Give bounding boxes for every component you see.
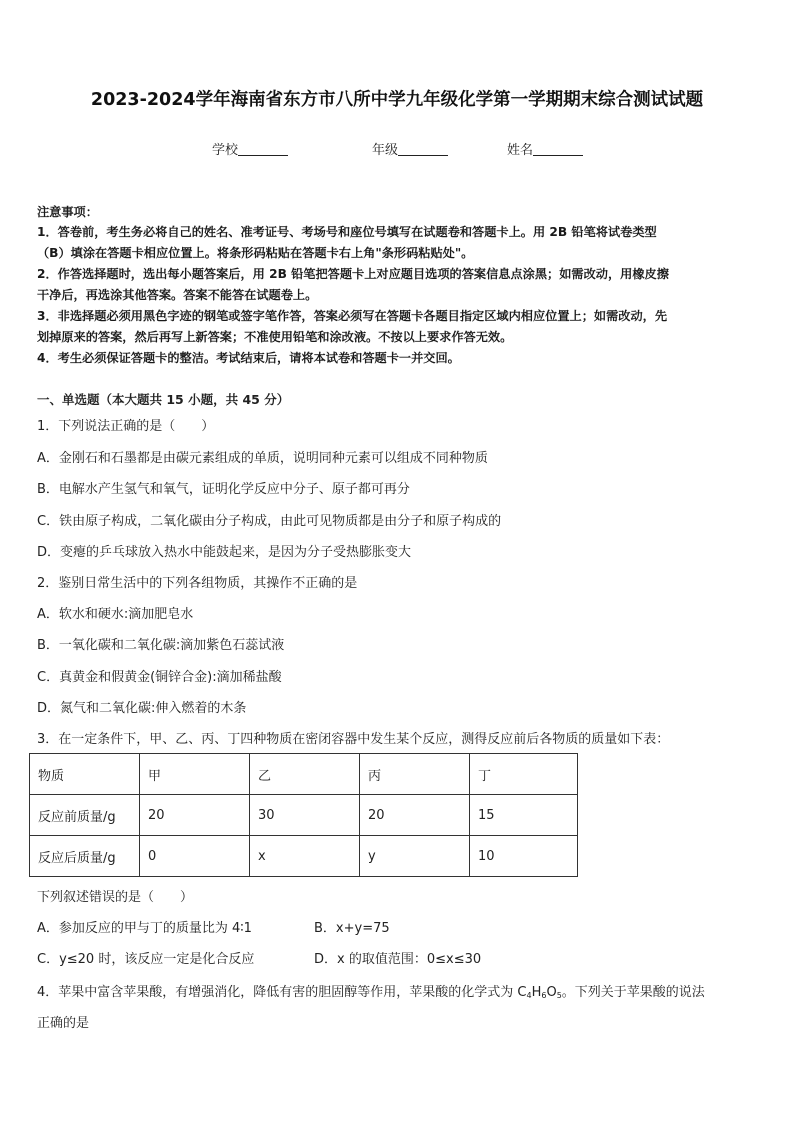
table-cell: 反应后质量/g — [30, 836, 140, 877]
table-cell: 15 — [470, 795, 578, 836]
question-3-option-a[interactable]: A．参加反应的甲与丁的质量比为 4∶1 — [37, 921, 252, 936]
formula-subscript: 5 — [556, 991, 562, 1000]
table-cell: 乙 — [250, 754, 360, 795]
question-2-option-d[interactable]: D．氮气和二氧化碳:伸入燃着的木条 — [37, 701, 247, 716]
notice-line: 3．非选择题必须用黑色字迹的钢笔或签字笔作答，答案必须写在答题卡各题目指定区域内相应位置上；如需改动，先 — [37, 309, 668, 323]
question-1-option-a[interactable]: A．金刚石和石墨都是由碳元素组成的单质，说明同种元素可以组成不同种物质 — [37, 451, 488, 466]
table-row — [30, 795, 578, 836]
question-1-option-d[interactable]: D．变瘪的乒乓球放入热水中能鼓起来，是因为分子受热膨胀变大 — [37, 545, 412, 560]
name-field[interactable] — [507, 139, 583, 158]
table-cell: 反应前质量/g — [30, 795, 140, 836]
school-field[interactable] — [212, 139, 288, 158]
table-cell: 丁 — [470, 754, 578, 795]
notice-line: 划掉原来的答案，然后再写上新答案；不准使用铅笔和涂改液。不按以上要求作答无效。 — [37, 330, 513, 344]
question-4-text: 4．苹果中富含苹果酸，有增强消化，降低有害的胆固醇等作用，苹果酸的化学式为 C — [37, 985, 527, 1000]
notice-line: 2．作答选择题时，选出每小题答案后，用 2B 铅笔把答题卡上对应题目选项的答案信息点涂黑；如需改动，用橡皮擦 — [37, 267, 669, 281]
formula-element: O — [546, 985, 557, 1000]
grade-blank[interactable] — [398, 142, 448, 156]
table-cell: 0 — [140, 836, 250, 877]
grade-label: 年级 — [372, 143, 399, 158]
question-1-stem: 1．下列说法正确的是（ ） — [37, 419, 215, 434]
question-2-option-a[interactable]: A．软水和硬水:滴加肥皂水 — [37, 607, 194, 622]
grade-field[interactable] — [372, 139, 448, 158]
question-3-option-c[interactable]: C．y≤20 时，该反应一定是化合反应 — [37, 952, 255, 967]
notice-line: （B）填涂在答题卡相应位置上。将条形码粘贴在答题卡右上角"条形码粘贴处"。 — [37, 246, 474, 260]
table-cell: 10 — [470, 836, 578, 877]
table-cell: y — [360, 836, 470, 877]
table-cell: 丙 — [360, 754, 470, 795]
table-cell: 甲 — [140, 754, 250, 795]
formula-element: H — [531, 985, 542, 1000]
question-3-prompt: 下列叙述错误的是（ ） — [37, 890, 194, 905]
school-label: 学校 — [212, 143, 239, 158]
question-4-stem-line2: 正确的是 — [37, 1016, 90, 1031]
question-2-option-b[interactable]: B．一氧化碳和二氧化碳:滴加紫色石蕊试液 — [37, 638, 285, 653]
page-title: 2023-2024学年海南省东方市八所中学九年级化学第一学期期末综合测试试题 — [90, 90, 704, 110]
table-cell: 20 — [140, 795, 250, 836]
question-3-option-b[interactable]: B．x+y=75 — [314, 921, 390, 936]
section-heading: 一、单选题（本大题共 15 小题，共 45 分） — [37, 392, 290, 407]
table-cell: x — [250, 836, 360, 877]
notice-line: 4．考生必须保证答题卡的整洁。考试结束后，请将本试卷和答题卡一并交回。 — [37, 351, 460, 365]
table-cell: 30 — [250, 795, 360, 836]
formula-subscript: 4 — [526, 991, 532, 1000]
question-1-option-c[interactable]: C．铁由原子构成，二氧化碳由分子构成，由此可见物质都是由分子和原子构成的 — [37, 514, 502, 529]
table-cell: 物质 — [30, 754, 140, 795]
mass-table — [29, 753, 578, 877]
school-blank[interactable] — [238, 142, 288, 156]
question-2-option-c[interactable]: C．真黄金和假黄金(铜锌合金):滴加稀盐酸 — [37, 670, 282, 685]
name-label: 姓名 — [507, 143, 534, 158]
notice-line: 干净后，再选涂其他答案。答案不能答在试题卷上。 — [37, 288, 318, 302]
name-blank[interactable] — [533, 142, 583, 156]
notice-heading: 注意事项： — [37, 205, 98, 219]
table-cell: 20 — [360, 795, 470, 836]
question-4-text-end: 。下列关于苹果酸的说法 — [561, 985, 705, 1000]
table-row — [30, 836, 578, 877]
question-4-stem — [37, 981, 705, 1000]
question-2-stem: 2．鉴别日常生活中的下列各组物质，其操作不正确的是 — [37, 576, 358, 591]
question-3-stem: 3．在一定条件下，甲、乙、丙、丁四种物质在密闭容器中发生某个反应，测得反应前后各物质的质量如下表： — [37, 732, 670, 747]
question-3-option-d[interactable]: D．x 的取值范围：0≤x≤30 — [314, 952, 482, 967]
table-row — [30, 754, 578, 795]
formula-subscript: 6 — [541, 991, 547, 1000]
notice-line: 1．答卷前，考生务必将自己的姓名、准考证号、考场号和座位号填写在试题卷和答题卡上。用 2B 铅笔将试卷类型 — [37, 225, 657, 239]
question-1-option-b[interactable]: B．电解水产生氢气和氧气，证明化学反应中分子、原子都可再分 — [37, 482, 410, 497]
